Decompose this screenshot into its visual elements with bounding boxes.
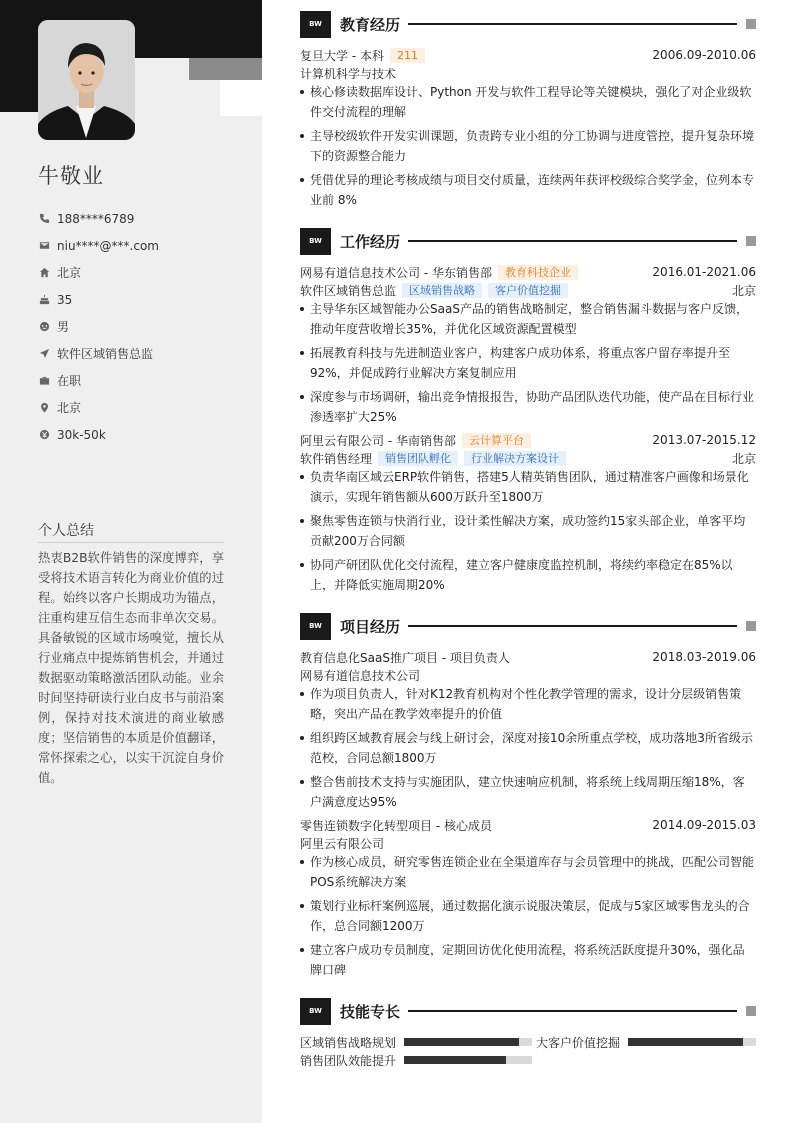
sidebar xyxy=(0,0,262,1123)
skill-fill xyxy=(628,1038,743,1046)
skill-fill xyxy=(404,1038,519,1046)
info-email xyxy=(38,232,248,259)
section-header-projects xyxy=(300,612,756,640)
list-item: 拓展教育科技与先进制造业客户，构建客户成功体系，将重点客户留存率提升至92%，并促成跨行业解决方案复制应用 xyxy=(300,343,756,383)
section-badge: BW xyxy=(300,228,331,255)
hometown-text: 北京 xyxy=(57,266,82,280)
section-header-education xyxy=(300,10,756,38)
company-name: 阿里云有限公司 - 华南销售部 xyxy=(300,433,456,448)
work-header-1 xyxy=(300,263,756,281)
education-header xyxy=(300,46,756,64)
email-text: niu****@***.com xyxy=(57,238,159,253)
contact-info-list xyxy=(38,205,248,448)
work-bullets-1 xyxy=(300,299,756,431)
job-title: 软件区域销售总监 xyxy=(300,283,397,298)
project-org-row-1 xyxy=(300,666,756,684)
list-item: 作为项目负责人，针对K12教育机构对个性化教学管理的需求，设计分层级销售策略，突出产品在教学效率提升的价值 xyxy=(300,684,756,724)
skill-row xyxy=(536,1033,756,1051)
section-title: 项目经历 xyxy=(340,617,401,636)
info-phone xyxy=(38,205,248,232)
list-item: 建立客户成功专员制度，定期回访优化使用流程，将系统活跃度提升30%，强化品牌口碑 xyxy=(300,940,756,980)
work-city: 北京 xyxy=(731,451,756,466)
list-item: 作为核心成员，研究零售连锁企业在全渠道库存与会员管理中的挑战，匹配公司智能POS系统解决方案 xyxy=(300,852,756,892)
work-header-2 xyxy=(300,431,756,449)
info-hometown xyxy=(38,259,248,286)
work-bullets-2 xyxy=(300,467,756,599)
info-gender xyxy=(38,313,248,340)
education-bullets xyxy=(300,82,756,214)
skill-bar xyxy=(404,1056,532,1064)
home-icon xyxy=(38,267,50,279)
header-decoration-black-left xyxy=(0,58,40,112)
company-name: 网易有道信息技术公司 - 华东销售部 xyxy=(300,265,492,280)
gender-icon xyxy=(38,321,50,333)
project-bullets-1 xyxy=(300,684,756,816)
summary-title: 个人总结 xyxy=(38,520,224,543)
list-item: 负责华南区域云ERP软件销售，搭建5人精英销售团队，通过精准客户画像和场景化演示，实现年销售额从600万跃升至1800万 xyxy=(300,467,756,507)
candidate-name: 牛敬业 xyxy=(38,164,104,188)
skill-name: 销售团队效能提升 xyxy=(300,1053,397,1068)
list-item: 主导校级软件开发实训课题，负责跨专业小组的分工协调与进度管控，提升复杂环境下的资源整合能力 xyxy=(300,126,756,166)
skill-fill xyxy=(404,1056,506,1064)
section-badge: BW xyxy=(300,998,331,1025)
profile-photo xyxy=(38,20,135,140)
role-tag: 销售团队孵化 xyxy=(378,451,458,466)
section-square xyxy=(746,621,756,631)
list-item: 凭借优异的理论考核成绩与项目交付质量，连续两年获评校级综合奖学金，位列本专业前 8% xyxy=(300,170,756,210)
school-tag: 211 xyxy=(390,48,425,63)
location-pin-icon xyxy=(38,402,50,414)
section-header-work xyxy=(300,227,756,255)
salary-text: 30k-50k xyxy=(57,427,106,442)
header-decoration-gray xyxy=(189,58,262,80)
location-text: 北京 xyxy=(57,401,82,415)
email-icon xyxy=(38,240,50,252)
company-tag: 云计算平台 xyxy=(462,433,531,448)
education-period: 2006.09-2010.06 xyxy=(652,48,756,62)
section-divider xyxy=(408,23,737,25)
education-major-row xyxy=(300,64,756,82)
work-role-row-2 xyxy=(300,449,756,467)
status-text: 在职 xyxy=(57,374,82,388)
work-city: 北京 xyxy=(731,283,756,298)
skill-row xyxy=(300,1051,532,1069)
skill-name: 大客户价值挖掘 xyxy=(536,1035,621,1050)
role-tag: 区域销售战略 xyxy=(402,283,482,298)
role-tag: 客户价值挖掘 xyxy=(488,283,568,298)
list-item: 主导华东区域智能办公SaaS产品的销售战略制定，整合销售漏斗数据与客户反馈，推动年度营收增长35%，并优化区域资源配置模型 xyxy=(300,299,756,339)
phone-icon xyxy=(38,213,50,225)
work-period: 2016.01-2021.06 xyxy=(652,265,756,279)
section-title: 技能专长 xyxy=(340,1002,401,1021)
project-header-1 xyxy=(300,648,756,666)
section-title: 工作经历 xyxy=(340,232,401,251)
info-position xyxy=(38,340,248,367)
section-square xyxy=(746,1006,756,1016)
info-location xyxy=(38,394,248,421)
list-item: 策划行业标杆案例巡展，通过数据化演示说服决策层，促成与5家区域零售龙头的合作，总合同额1200万 xyxy=(300,896,756,936)
project-bullets-2 xyxy=(300,852,756,984)
section-badge: BW xyxy=(300,11,331,38)
skill-bar xyxy=(628,1038,756,1046)
company-tag: 教育科技企业 xyxy=(498,265,578,280)
work-period: 2013.07-2015.12 xyxy=(652,433,756,447)
info-salary xyxy=(38,421,248,448)
list-item: 整合售前技术支持与实施团队，建立快速响应机制，将系统上线周期压缩18%，客户满意度达95% xyxy=(300,772,756,812)
job-title: 软件销售经理 xyxy=(300,451,373,466)
list-item: 聚焦零售连锁与快消行业，设计柔性解决方案，成功签约15家头部企业，单客平均贡献200万合同额 xyxy=(300,511,756,551)
salary-icon xyxy=(38,429,50,441)
project-name: 教育信息化SaaS推广项目 - 项目负责人 xyxy=(300,650,510,665)
project-org: 阿里云有限公司 xyxy=(300,836,385,851)
list-item: 组织跨区域教育展会与线上研讨会，深度对接10余所重点学校，成功落地3所省级示范校，合同总额1800万 xyxy=(300,728,756,768)
section-title: 教育经历 xyxy=(340,15,401,34)
section-header-skills xyxy=(300,997,756,1025)
age-text: 35 xyxy=(57,292,73,307)
list-item: 深度参与市场调研，输出竞争情报报告，协助产品团队迭代功能，使产品在目标行业渗透率扩大25% xyxy=(300,387,756,427)
work-role-row-1 xyxy=(300,281,756,299)
section-divider xyxy=(408,625,737,627)
list-item: 核心修读数据库设计、Python 开发与软件工程导论等关键模块，强化了对企业级软件交付流程的理解 xyxy=(300,82,756,122)
project-org-row-2 xyxy=(300,834,756,852)
summary-text: 热衷B2B软件销售的深度博弈，享受将技术语言转化为商业价值的过程。始终以客户长期成功为锚点，注重构建互信生态而非单次交易。具备敏锐的区域市场嗅觉，擅长从行业痛点中提炼销售机会，并通过数据驱动策略激活团队动能。业余时间坚持研读行业白皮书与前沿案例，保持对技术演进的商业敏感度；坚信销售的本质是价值翻译，常怀探索之心，以实干沉淀自身价值。 xyxy=(38,551,224,785)
project-period: 2018.03-2019.06 xyxy=(652,650,756,664)
section-badge: BW xyxy=(300,613,331,640)
header-decoration-white xyxy=(220,80,262,116)
section-divider xyxy=(408,240,737,242)
gender-text: 男 xyxy=(57,320,70,334)
briefcase-icon xyxy=(38,375,50,387)
section-divider xyxy=(408,1010,737,1012)
school-name: 复旦大学 - 本科 xyxy=(300,48,384,63)
project-org: 网易有道信息技术公司 xyxy=(300,668,421,683)
cake-icon xyxy=(38,294,50,306)
project-name: 零售连锁数字化转型项目 - 核心成员 xyxy=(300,818,492,833)
skill-name: 区域销售战略规划 xyxy=(300,1035,397,1050)
project-header-2 xyxy=(300,816,756,834)
section-square xyxy=(746,19,756,29)
skill-bar xyxy=(404,1038,532,1046)
project-period: 2014.09-2015.03 xyxy=(652,818,756,832)
position-icon xyxy=(38,348,50,360)
skill-row xyxy=(300,1033,532,1051)
role-tag: 行业解决方案设计 xyxy=(464,451,566,466)
info-age xyxy=(38,286,248,313)
position-text: 软件区域销售总监 xyxy=(57,347,154,361)
list-item: 协同产研团队优化交付流程，建立客户健康度监控机制，将续约率稳定在85%以上，并降低实施周期20% xyxy=(300,555,756,595)
info-status xyxy=(38,367,248,394)
phone-text: 188****6789 xyxy=(57,211,135,226)
education-major: 计算机科学与技术 xyxy=(300,66,397,81)
section-square xyxy=(746,236,756,246)
